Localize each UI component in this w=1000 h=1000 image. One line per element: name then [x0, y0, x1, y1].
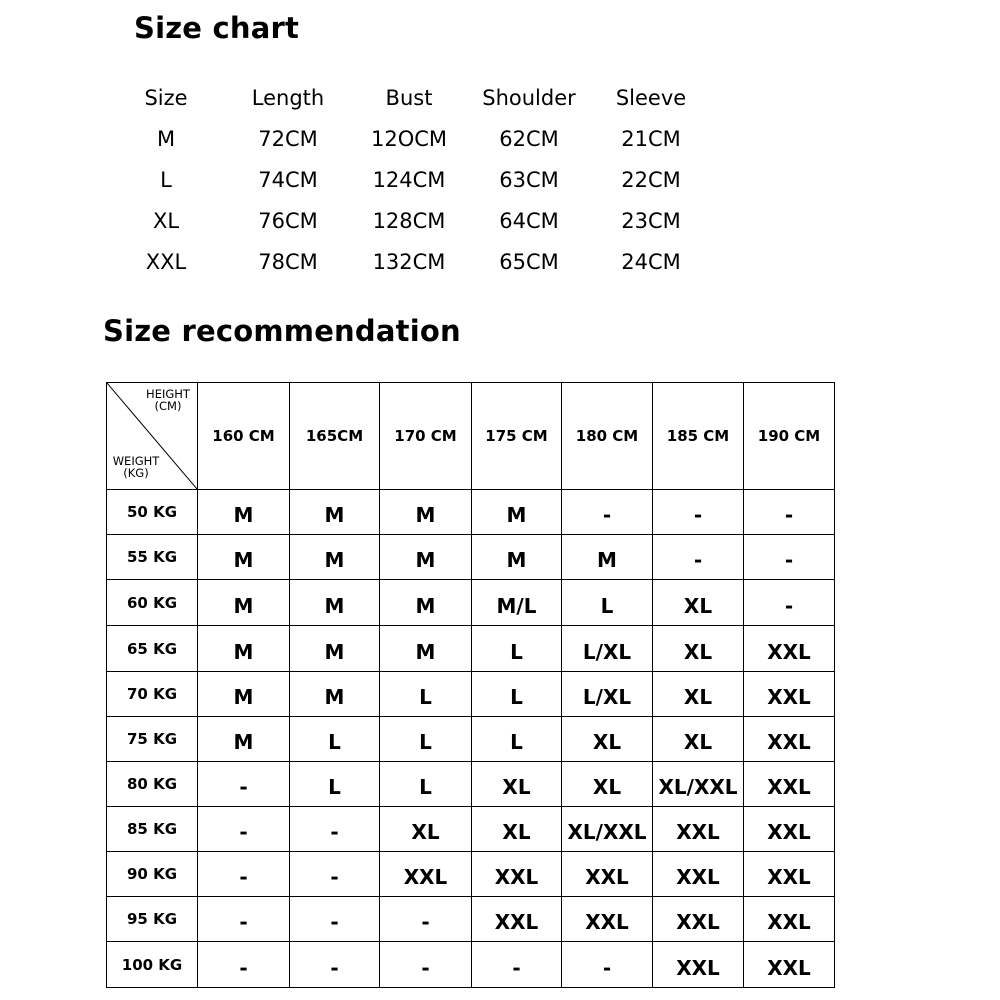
- recommended-size-cell: [290, 942, 380, 988]
- recommended-size-value: XXL: [767, 910, 811, 934]
- weight-row-header: 95 KG: [107, 897, 198, 942]
- recommended-size-value: M: [233, 685, 254, 709]
- recommended-size-cell: [562, 535, 653, 580]
- recommended-size-cell: [198, 490, 290, 535]
- recommended-size-cell: [198, 672, 290, 717]
- recommended-size-cell: [744, 762, 835, 807]
- recommended-size-value: XXL: [676, 910, 720, 934]
- recommended-size-value: M: [324, 548, 345, 572]
- height-column-header: 180 CM: [562, 383, 653, 490]
- recommended-size-cell: [380, 762, 472, 807]
- recommended-size-value: XL: [592, 730, 622, 754]
- weight-row-header: 80 KG: [107, 762, 198, 807]
- table-row: [107, 762, 835, 807]
- recommended-size-cell: [290, 807, 380, 852]
- height-column-header: 175 CM: [472, 383, 562, 490]
- recommended-size-cell: [653, 672, 744, 717]
- recommended-size-cell: [290, 580, 380, 626]
- recommended-size-cell: [562, 717, 653, 762]
- height-axis-label: [141, 388, 195, 412]
- recommended-size-cell: [653, 717, 744, 762]
- recommended-size-value: L: [419, 775, 432, 799]
- size-chart-value: 62CM: [499, 127, 559, 151]
- recommended-size-value: M: [415, 503, 436, 527]
- recommended-size-cell: [562, 672, 653, 717]
- recommended-size-cell: [744, 535, 835, 580]
- recommended-size-value: -: [421, 910, 430, 934]
- recommended-size-value: -: [239, 775, 248, 799]
- recommended-size-cell: [653, 490, 744, 535]
- recommended-size-value: M: [233, 639, 254, 664]
- size-chart-value: 72CM: [258, 127, 318, 151]
- recommended-size-cell: [380, 580, 472, 626]
- recommended-size-value: XXL: [767, 865, 811, 889]
- recommended-size-value: -: [330, 820, 339, 844]
- recommended-size-value: XXL: [767, 639, 811, 664]
- recommended-size-value: M: [233, 593, 254, 618]
- recommended-size-value: M: [324, 685, 345, 709]
- weight-row-header: 65 KG: [107, 626, 198, 672]
- recommended-size-cell: [472, 807, 562, 852]
- recommended-size-value: -: [602, 503, 612, 527]
- table-row: [107, 580, 835, 626]
- size-chart-value: 12OCM: [370, 127, 448, 151]
- recommended-size-cell: [290, 535, 380, 580]
- weight-row-header: 60 KG: [107, 580, 198, 626]
- size-recommendation-title: Size recommendation: [103, 314, 461, 348]
- recommended-size-value: XL: [411, 820, 440, 844]
- recommended-size-cell: [744, 942, 835, 988]
- weight-row-header: 85 KG: [107, 807, 198, 852]
- size-chart: [0, 0, 1000, 300]
- recommended-size-cell: [380, 535, 472, 580]
- recommended-size-value: -: [693, 548, 703, 572]
- recommended-size-value: -: [693, 503, 703, 527]
- size-chart-value: 124CM: [372, 168, 446, 192]
- recommended-size-cell: [562, 580, 653, 626]
- weight-unit: (KG): [123, 466, 149, 480]
- size-chart-value: 65CM: [499, 250, 559, 274]
- recommended-size-value: XXL: [585, 865, 629, 889]
- recommended-size-cell: [653, 807, 744, 852]
- weight-row-header: 90 KG: [107, 852, 198, 897]
- recommended-size-cell: [653, 626, 744, 672]
- corner-cell: [107, 383, 198, 490]
- recommended-size-value: M: [415, 593, 436, 618]
- recommended-size-cell: [472, 626, 562, 672]
- recommended-size-cell: [653, 942, 744, 988]
- recommended-size-cell: [744, 852, 835, 897]
- recommended-size-cell: [380, 490, 472, 535]
- size-chart-size: L: [160, 168, 172, 192]
- recommended-size-cell: [290, 852, 380, 897]
- recommended-size-cell: [198, 807, 290, 852]
- recommended-size-value: L: [419, 685, 432, 709]
- recommended-size-cell: [198, 897, 290, 942]
- recommended-size-value: XL: [592, 775, 622, 799]
- weight-row-header: 55 KG: [107, 535, 198, 580]
- recommended-size-value: XXL: [494, 865, 539, 889]
- recommended-size-value: -: [239, 865, 248, 889]
- recommended-size-cell: [198, 717, 290, 762]
- recommended-size-value: XXL: [767, 820, 811, 844]
- recommended-size-cell: [472, 897, 562, 942]
- recommended-size-cell: [472, 852, 562, 897]
- size-chart-header: Size: [144, 86, 188, 110]
- recommended-size-value: XL/XXL: [658, 775, 738, 799]
- size-chart-header: Length: [251, 86, 325, 110]
- recommended-size-cell: [653, 762, 744, 807]
- recommended-size-cell: [198, 852, 290, 897]
- recommended-size-value: XXL: [767, 775, 811, 799]
- size-chart-value: 24CM: [621, 250, 681, 274]
- recommended-size-value: XL: [683, 730, 713, 754]
- recommended-size-value: L/XL: [582, 685, 632, 709]
- size-chart-value: 21CM: [621, 127, 681, 151]
- recommended-size-cell: [380, 717, 472, 762]
- recommended-size-value: M: [324, 639, 345, 664]
- recommended-size-value: L: [510, 685, 523, 709]
- recommended-size-value: XL: [683, 593, 713, 618]
- size-chart-value: 63CM: [499, 168, 559, 192]
- height-unit: (CM): [154, 399, 182, 413]
- height-column-header: 160 CM: [198, 383, 290, 490]
- recommended-size-value: -: [784, 548, 794, 572]
- weight-axis-label: [109, 455, 163, 479]
- recommended-size-cell: [290, 626, 380, 672]
- recommended-size-cell: [562, 807, 653, 852]
- recommended-size-cell: [380, 807, 472, 852]
- recommended-size-value: L: [328, 775, 341, 799]
- recommended-size-cell: [472, 672, 562, 717]
- recommended-size-cell: [744, 672, 835, 717]
- recommended-size-cell: [744, 897, 835, 942]
- recommended-size-value: M: [233, 503, 254, 527]
- weight-row-header: 75 KG: [107, 717, 198, 762]
- table-row: [107, 942, 835, 988]
- recommended-size-value: L: [600, 593, 614, 618]
- weight-row-header: 70 KG: [107, 672, 198, 717]
- recommended-size-value: XXL: [767, 730, 811, 754]
- height-label: HEIGHT: [146, 387, 190, 401]
- recommended-size-value: M/L: [496, 593, 537, 618]
- recommended-size-cell: [472, 535, 562, 580]
- height-column-header: 165CM: [290, 383, 380, 490]
- recommended-size-cell: [198, 626, 290, 672]
- recommended-size-cell: [380, 897, 472, 942]
- recommended-size-value: XXL: [676, 865, 720, 889]
- recommended-size-cell: [653, 897, 744, 942]
- size-chart-header: Shoulder: [482, 86, 576, 110]
- recommended-size-cell: [380, 626, 472, 672]
- recommended-size-cell: [290, 762, 380, 807]
- recommended-size-value: XXL: [767, 685, 811, 709]
- table-row: [107, 897, 835, 942]
- recommended-size-value: XXL: [767, 955, 811, 980]
- recommended-size-cell: [744, 807, 835, 852]
- table-row: [107, 807, 835, 852]
- recommended-size-value: L: [419, 730, 432, 754]
- size-chart-size: XXL: [145, 250, 187, 274]
- recommended-size-value: XL: [502, 775, 531, 799]
- recommended-size-cell: [744, 626, 835, 672]
- height-column-header: 170 CM: [380, 383, 472, 490]
- recommended-size-cell: [744, 580, 835, 626]
- recommended-size-cell: [380, 852, 472, 897]
- recommended-size-value: M: [233, 548, 254, 572]
- recommended-size-cell: [198, 580, 290, 626]
- table-row: [107, 672, 835, 717]
- recommended-size-cell: [198, 762, 290, 807]
- recommended-size-value: XL: [683, 685, 713, 709]
- recommended-size-value: L/XL: [582, 639, 632, 664]
- recommended-size-value: M: [506, 503, 527, 527]
- table-row: [107, 852, 835, 897]
- recommended-size-cell: [290, 490, 380, 535]
- recommended-size-value: -: [330, 955, 339, 980]
- recommended-size-value: XXL: [585, 910, 629, 934]
- recommended-size-value: XL: [683, 639, 713, 664]
- size-chart-value: 132CM: [372, 250, 446, 274]
- recommended-size-value: XXL: [494, 910, 539, 934]
- recommended-size-cell: [472, 717, 562, 762]
- size-chart-header: Bust: [385, 86, 433, 110]
- recommended-size-value: -: [239, 820, 248, 844]
- recommended-size-value: -: [239, 955, 248, 980]
- recommended-size-value: M: [324, 593, 345, 618]
- recommended-size-value: M: [415, 639, 436, 664]
- recommended-size-value: -: [784, 503, 794, 527]
- recommended-size-cell: [380, 672, 472, 717]
- size-chart-value: 78CM: [258, 250, 318, 274]
- size-chart-title: Size chart: [134, 11, 300, 45]
- recommended-size-cell: [198, 535, 290, 580]
- height-column-header: 190 CM: [744, 383, 835, 490]
- weight-row-header: 100 KG: [107, 942, 198, 988]
- recommended-size-cell: [472, 490, 562, 535]
- recommended-size-value: -: [330, 865, 339, 889]
- recommended-size-cell: [290, 897, 380, 942]
- recommended-size-cell: [653, 580, 744, 626]
- table-row: [107, 717, 835, 762]
- recommended-size-cell: [562, 852, 653, 897]
- recommended-size-cell: [562, 942, 653, 988]
- recommended-size-value: XXL: [676, 820, 720, 844]
- recommended-size-value: L: [510, 639, 523, 664]
- recommended-size-cell: [290, 672, 380, 717]
- recommended-size-value: M: [415, 548, 436, 572]
- recommended-size-value: -: [602, 955, 612, 980]
- size-chart-size: M: [156, 127, 176, 151]
- recommended-size-value: -: [239, 910, 248, 934]
- recommended-size-value: L: [328, 730, 341, 754]
- recommended-size-cell: [744, 490, 835, 535]
- recommended-size-value: XXL: [403, 865, 448, 889]
- size-chart-value: 22CM: [621, 168, 681, 192]
- recommended-size-cell: [562, 762, 653, 807]
- size-chart-value: 64CM: [499, 209, 559, 233]
- table-row: [107, 490, 835, 535]
- recommended-size-value: L: [510, 730, 523, 754]
- size-recommendation-table: [106, 382, 835, 988]
- recommended-size-cell: [744, 717, 835, 762]
- table-row: [107, 626, 835, 672]
- recommended-size-value: -: [512, 955, 521, 980]
- height-column-header: 185 CM: [653, 383, 744, 490]
- recommended-size-value: -: [784, 593, 794, 618]
- recommended-size-value: -: [421, 955, 430, 980]
- recommended-size-cell: [653, 535, 744, 580]
- weight-row-header: 50 KG: [107, 490, 198, 535]
- recommended-size-value: XXL: [676, 955, 720, 980]
- recommended-size-value: M: [233, 730, 254, 754]
- recommended-size-value: M: [506, 548, 527, 572]
- size-chart-header: Sleeve: [615, 86, 687, 110]
- size-chart-value: 76CM: [258, 209, 318, 233]
- recommended-size-cell: [380, 942, 472, 988]
- recommended-size-cell: [472, 942, 562, 988]
- recommended-size-cell: [562, 897, 653, 942]
- recommended-size-cell: [653, 852, 744, 897]
- recommended-size-cell: [562, 626, 653, 672]
- recommended-size-value: -: [330, 910, 339, 934]
- recommended-size-value: M: [324, 503, 345, 527]
- recommended-size-cell: [472, 762, 562, 807]
- weight-label: WEIGHT: [112, 454, 160, 468]
- recommended-size-cell: [198, 942, 290, 988]
- recommended-size-cell: [290, 717, 380, 762]
- size-chart-value: 74CM: [258, 168, 318, 192]
- recommended-size-cell: [472, 580, 562, 626]
- header-row: [107, 383, 835, 490]
- size-chart-size: XL: [152, 209, 180, 233]
- recommended-size-value: XL: [502, 820, 531, 844]
- table-row: [107, 535, 835, 580]
- recommended-size-value: M: [597, 548, 617, 572]
- recommended-size-cell: [562, 490, 653, 535]
- size-chart-value: 128CM: [372, 209, 446, 233]
- recommended-size-value: XL/XXL: [567, 820, 647, 844]
- size-chart-value: 23CM: [621, 209, 681, 233]
